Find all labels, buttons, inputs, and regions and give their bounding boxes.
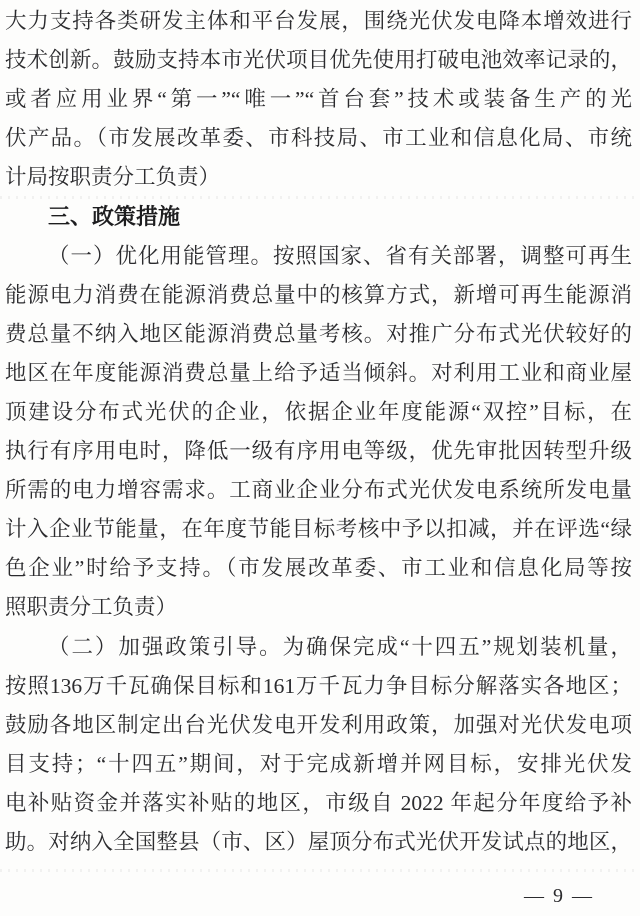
document-line: 按照136万千瓦确保目标和161万千瓦力争目标分解落实各地区； [5, 673, 632, 698]
document-line [5, 588, 632, 627]
kai-style-segment: （二）加强政策引导。 [48, 634, 283, 660]
document-line: 顶建设分布式光伏的企业，依据企业年度能源“双控”目标，在 [5, 399, 632, 424]
text-segment: 为确保完成“十四五”规划装机量， [282, 634, 632, 659]
document-body [5, 2, 632, 862]
text-segment: 按照国家、省有关部署，调整可再生 [273, 243, 632, 268]
kai-style-segment: （市发展改革委、市工业和信息化局等按 [225, 556, 632, 582]
scan-noise-band [0, 869, 640, 872]
document-line [5, 237, 632, 276]
document-line: 电补贴资金并落实补贴的地区，市级自 2022 年起分年度给予补 [5, 790, 632, 815]
document-line: 地区在年度能源消费总量上给予适当倾斜。对利用工业和商业屋 [5, 360, 632, 385]
document-line: 鼓励各地区制定出台光伏发电开发利用政策，加强对光伏发电项 [5, 712, 632, 737]
text-segment: 伏产品。 [5, 126, 97, 151]
document-line: 助。对纳入全国整县（市、区）屋顶分布式光伏开发试点的地区， [5, 829, 632, 854]
document-line [5, 119, 632, 158]
kai-style-segment: 计局按职责分工负责） [5, 165, 221, 191]
document-line: 或者应用业界“第一”“唯一”“首台套”技术或装备生产的光 [5, 87, 632, 112]
document-line: 计入企业节能量，在年度节能目标考核中予以扣减，并在评选“绿 [5, 517, 632, 542]
document-line: 能源电力消费在能源消费总量中的核算方式，新增可再生能源消 [5, 282, 632, 307]
page-number: — 9 — [524, 885, 594, 907]
text-segment: 色企业”时给予支持。 [5, 556, 226, 581]
kai-style-segment: （一）优化用能管理。 [48, 243, 273, 269]
document-line [5, 628, 632, 667]
document-line: 所需的电力增容需求。工商业企业分布式光伏发电系统所发电量 [5, 478, 632, 503]
document-line [5, 158, 632, 197]
kai-style-segment: （市发展改革委、市科技局、市工业和信息化局、市统 [96, 126, 632, 152]
document-line: 执行有序用电时，降低一级有序用电等级，优先审批因转型升级 [5, 439, 632, 464]
document-line [5, 549, 632, 588]
document-line: 费总量不纳入地区能源消费总量考核。对推广分布式光伏较好的 [5, 321, 632, 346]
document-line: 大力支持各类研发主体和平台发展，围绕光伏发电降本增效进行 [5, 9, 632, 33]
kai-style-segment: 照职责分工负责） [5, 595, 178, 621]
document-line: 三、政策措施 [48, 204, 181, 230]
document-line: 目支持；“十四五”期间，对于完成新增并网目标，安排光伏发 [5, 751, 632, 776]
document-line: 技术创新。鼓励支持本市光伏项目优先使用打破电池效率记录的， [5, 48, 632, 73]
